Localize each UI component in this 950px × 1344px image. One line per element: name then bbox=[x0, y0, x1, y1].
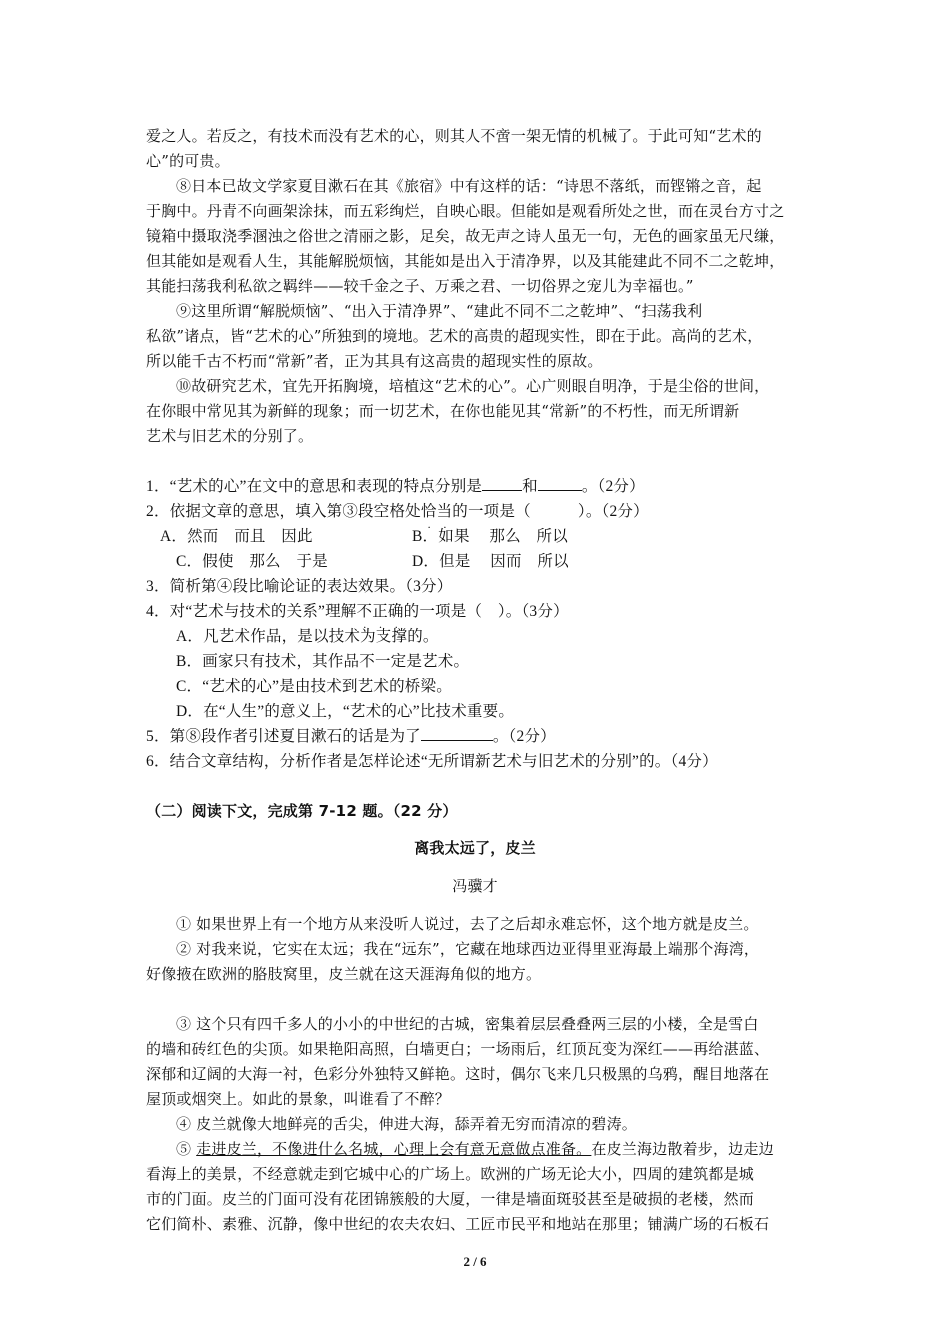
passage2-line: 市的门面。皮兰的门面可没有花团锦簇般的大厦，一律是墙面斑驳甚至是破损的老楼，然而 bbox=[146, 1190, 755, 1208]
passage2-line: ② 对我来说，它实在太远；我在“远东”，它藏在地球西边亚得里亚海最上端那个海湾， bbox=[176, 940, 760, 958]
passage1-line: 但其能如是观看人生，其能解脱烦恼，其能如是出入于清净界，以及其能建此不同不二之乾坤， bbox=[146, 252, 785, 270]
option-c: C．假使 那么 于是 bbox=[176, 553, 328, 570]
passage1-line: 艺术与旧艺术的分别了。 bbox=[146, 427, 314, 445]
passage1-line: 所以能千古不朽而“常新”者，正为其具有这高贵的超现实性的原故。 bbox=[146, 352, 603, 370]
emphasis-char: 确 bbox=[387, 603, 404, 620]
question-2: 2．依据文章的意思，填入第③段空格处恰当的一项是（ ）。（2分） bbox=[146, 503, 649, 520]
passage1-line: 爱之人。若反之，有技术而没有艺术的心，则其人不啻一架无情的机械了。于此可知“艺术的 bbox=[146, 127, 762, 145]
section-heading: （二）阅读下文，完成第 7-12 题。（22 分） bbox=[146, 802, 458, 820]
passage2-line: 屋顶或烟突上。如此的景象，叫谁看了不醉？ bbox=[146, 1090, 451, 1108]
option-d: D．但是 因而 所以 bbox=[412, 553, 569, 570]
question-4-option-c: C．“艺术的心”是由技术到艺术的桥梁。 bbox=[176, 678, 452, 695]
question-3: 3．简析第④段比喻论证的表达效果。（3分） bbox=[146, 578, 453, 595]
question-5: 5．第⑧段作者引述夏目漱石的话是为了 。（2分） bbox=[146, 724, 816, 749]
answer-blank bbox=[421, 724, 493, 741]
passage1-line: 心”的可贵。 bbox=[146, 152, 230, 170]
answer-blank bbox=[538, 474, 582, 491]
emphasis-char: 正 bbox=[372, 603, 388, 620]
passage1-line: 镜箱中摄取浇季溷浊之俗世之清丽之影，足矣，故无声之诗人虽无一句，无色的画家虽无尺缣， bbox=[146, 227, 785, 245]
passage2-line: 好像掖在欧洲的胳肢窝里，皮兰就在这天涯海角似的地方。 bbox=[146, 965, 542, 983]
article-author: 冯骥才 bbox=[452, 877, 498, 895]
passage2-line: 看海上的美景，不经意就走到它城中心的广场上。欧洲的广场无论大小，四周的建筑都是城 bbox=[146, 1165, 755, 1183]
question-4: 4．对“艺术与技术的关系”理解不正确的一项是（ ）。（3分） bbox=[146, 603, 569, 620]
passage1-line: 私欲”诸点，皆“艺术的心”所独到的境地。艺术的高贵的超现实性，即在于此。高尚的艺术， bbox=[146, 327, 763, 345]
passage1-line: 在你眼中常见其为新鲜的现象；而一切艺术，在你也能见其“常新”的不朽性，而无所谓新 bbox=[146, 402, 740, 420]
question-6: 6．结合文章结构，分析作者是怎样论述“无所谓新艺术与旧艺术的分别”的。（4分） bbox=[146, 753, 718, 770]
passage1-line: ⑧日本已故文学家夏目漱石在其《旅宿》中有这样的话：“诗思不落纸，而铿锵之音，起 bbox=[176, 177, 762, 195]
emphasis-char: 当 bbox=[436, 503, 453, 520]
question-1: 1．“艺术的心”在文中的意思和表现的特点分别是 和 。（2分） bbox=[146, 474, 816, 499]
article-title: 离我太远了，皮兰 bbox=[414, 839, 536, 857]
answer-blank bbox=[482, 474, 522, 491]
passage2-line: ⑤ 走进皮兰，不像进什么名城，心理上会有意无意做点准备。在皮兰海边散着步，边走边 bbox=[176, 1140, 774, 1158]
passage2-line: ① 如果世界上有一个地方从来没听人说过，去了之后却永难忘怀，这个地方就是皮兰。 bbox=[176, 915, 759, 933]
question-4-option-b: B．画家只有技术，其作品不一定是艺术。 bbox=[176, 653, 470, 670]
emphasis-char: 不 bbox=[356, 603, 373, 620]
passage1-line: 其能扫荡我利私欲之羁绊——较千金之子、万乘之君、一切俗界之宠儿为幸福也。” bbox=[146, 277, 694, 295]
question-4-option-d: D．在“人生”的意义上，“艺术的心”比技术重要。 bbox=[176, 703, 515, 720]
passage2-line: ④ 皮兰就像大地鲜亮的舌尖，伸进大海，舔弄着无穷而清凉的碧涛。 bbox=[176, 1115, 637, 1133]
question-2-options-row2 bbox=[176, 549, 846, 574]
page-number: 2 / 6 bbox=[463, 1254, 487, 1269]
passage1-line: ⑩故研究艺术，宜先开拓胸境，培植这“艺术的心”。心广则眼自明净，于是尘俗的世间， bbox=[176, 377, 770, 395]
passage1-line: 于胸中。丹青不向画架涂抹，而五彩绚烂，自映心眼。但能如是观看所处之世，而在灵台方寸之 bbox=[146, 202, 785, 220]
passage2-line: 它们简朴、素雅、沉静，像中世纪的农夫农妇、工匠市民平和地站在那里；铺满广场的石板石 bbox=[146, 1215, 770, 1233]
question-4-option-a: A．凡艺术作品，是以技术为支撑的。 bbox=[176, 628, 439, 645]
option-a: A．然而 而且 因此 bbox=[160, 528, 313, 545]
passage2-line: 的墙和砖红色的尖顶。如果艳阳高照，白墙更白；一场雨后，红顶瓦变为深红——再给湛蓝、 bbox=[146, 1040, 770, 1058]
passage1-line: ⑨这里所谓“解脱烦恼”、“出入于清净界”、“建此不同不二之乾坤”、“扫荡我利 bbox=[176, 302, 703, 320]
option-b: B．如果 那么 所以 bbox=[412, 528, 568, 545]
emphasis-char: 恰 bbox=[420, 503, 437, 520]
question-2-options-row1 bbox=[160, 524, 830, 549]
passage2-line: 深郁和辽阔的大海一衬，色彩分外独特又鲜艳。这时，偶尔飞来几只极黑的乌鸦，醒目地落在 bbox=[146, 1065, 770, 1083]
passage2-line: ③ 这个只有四千多人的小小的中世纪的古城，密集着层层叠叠两三层的小楼，全是雪白 bbox=[176, 1015, 759, 1033]
underlined-sentence: 走进皮兰，不像进什么名城，心理上会有意无意做点准备。 bbox=[196, 1140, 592, 1158]
